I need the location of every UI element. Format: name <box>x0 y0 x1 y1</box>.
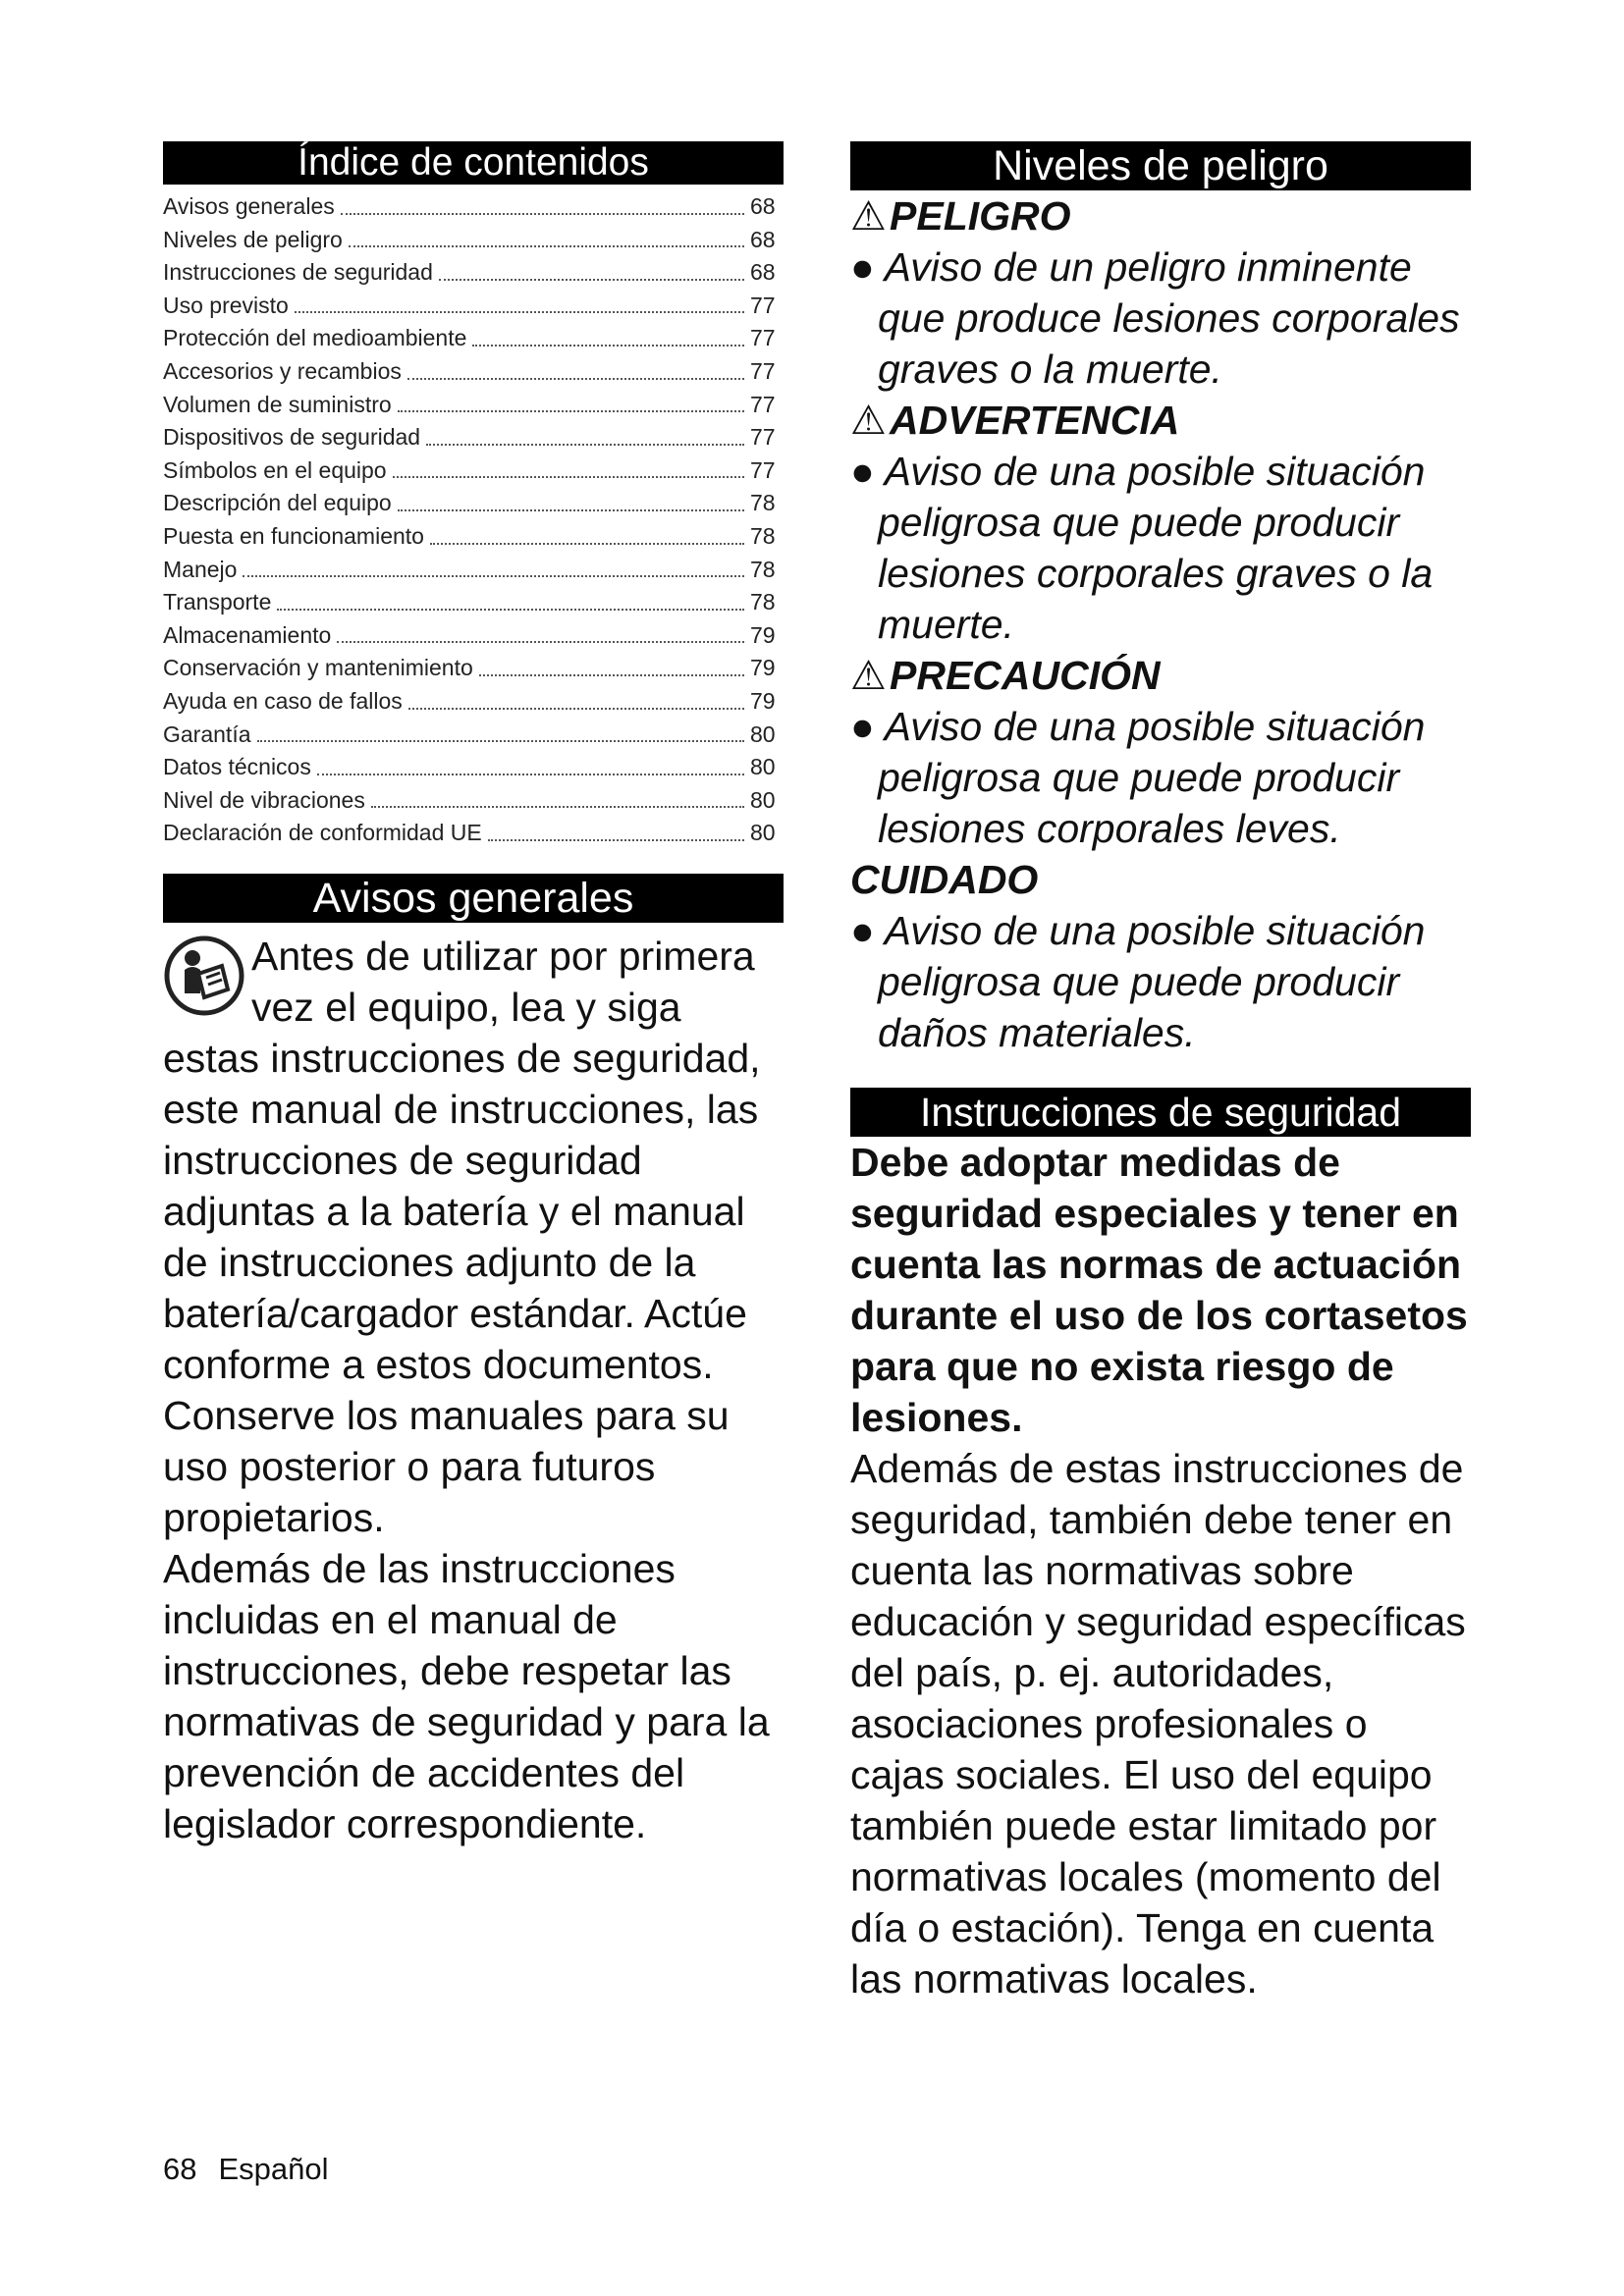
toc-entry[interactable]: Protección del medioambiente 77 <box>163 325 776 351</box>
avisos-intro-text: Antes de utilizar por primera vez el equipo, lea y siga estas instrucciones de seguridad, este manual de instrucciones, las instrucciones de seguridad adjuntas a la batería y el manual de instrucciones adjunto de la batería/cargador estándar. Actúe conforme a estos documentos. Conserve los manuales para su uso posterior o para futuros propietarios. <box>163 933 761 1540</box>
hazard-heading-precaucion: ⚠PRECAUCIÓN <box>850 650 1471 701</box>
toc-entry[interactable]: Nivel de vibraciones 80 <box>163 786 776 813</box>
right-column <box>850 141 1471 2004</box>
toc-entry[interactable]: Puesta en funcionamiento 78 <box>163 522 776 549</box>
toc-entry[interactable]: Manejo 78 <box>163 556 776 582</box>
hazard-heading-advertencia: ⚠ADVERTENCIA <box>850 395 1471 446</box>
niveles-title: Niveles de peligro <box>850 141 1471 190</box>
hazard-text-cuidado: ● Aviso de una posible situación peligrosa que puede producir daños materiales. <box>850 908 1426 1055</box>
warning-triangle-icon: ⚠ <box>850 653 887 698</box>
toc-entry[interactable]: Avisos generales 68 <box>163 193 776 219</box>
avisos-title: Avisos generales <box>163 874 784 923</box>
toc-entry[interactable]: Declaración de conformidad UE 80 <box>163 820 776 846</box>
hazard-heading-cuidado: CUIDADO <box>850 857 1039 902</box>
toc-entry[interactable]: Símbolos en el equipo 77 <box>163 456 776 483</box>
seguridad-text: Además de estas instrucciones de seguridad, también debe tener en cuenta las normativas sobre educación y seguridad específicas del país, p. ej. autoridades, asociaciones profesionales o cajas sociales. El uso del equipo también puede estar limitado por normativas locales (momento del día o estación). Tenga en cuenta las normativas locales. <box>850 1446 1466 2002</box>
hazard-heading-peligro: ⚠PELIGRO <box>850 190 1471 241</box>
toc-entry[interactable]: Ayuda en caso de fallos 79 <box>163 687 776 714</box>
toc-entry[interactable]: Datos técnicos 80 <box>163 754 776 780</box>
toc-entry[interactable]: Almacenamiento 79 <box>163 621 776 648</box>
toc-entry[interactable]: Garantía 80 <box>163 721 776 747</box>
warning-triangle-icon: ⚠ <box>850 193 887 239</box>
toc-entry[interactable]: Volumen de suministro 77 <box>163 391 776 417</box>
toc-list <box>163 190 784 850</box>
toc-title: Índice de contenidos <box>163 141 784 185</box>
page-footer <box>163 2152 351 2187</box>
hazard-text-precaucion: ● Aviso de una posible situación peligrosa que puede producir lesiones corporales leves. <box>850 704 1426 851</box>
seguridad-title: Instrucciones de seguridad <box>850 1088 1471 1137</box>
hazard-text-advertencia: ● Aviso de una posible situación peligrosa que puede producir lesiones corporales graves o la muerte. <box>850 449 1434 647</box>
toc-entry[interactable]: Conservación y mantenimiento 79 <box>163 655 776 681</box>
toc-entry[interactable]: Instrucciones de seguridad 68 <box>163 259 776 286</box>
avisos-intro-block <box>163 931 784 1543</box>
left-column <box>163 141 784 1849</box>
page-number: 68 <box>163 2152 197 2186</box>
toc-entry[interactable]: Descripción del equipo 78 <box>163 490 776 516</box>
hazard-text-peligro: ● Aviso de un peligro inminente que produce lesiones corporales graves o la muerte. <box>850 244 1460 392</box>
toc-entry[interactable]: Dispositivos de seguridad 77 <box>163 424 776 451</box>
avisos-text-2: Además de las instrucciones incluidas en el manual de instrucciones, debe respetar las normativas de seguridad y para la prevención de accidentes del legislador correspondiente. <box>163 1545 770 1846</box>
toc-entry[interactable]: Accesorios y recambios 77 <box>163 357 776 384</box>
seguridad-bold-text: Debe adoptar medidas de seguridad especiales y tener en cuenta las normas de actuación durante el uso de los cortasetos para que no exista riesgo de lesiones. <box>850 1140 1468 1440</box>
toc-entry[interactable]: Niveles de peligro 68 <box>163 226 776 252</box>
toc-entry[interactable]: Uso previsto 77 <box>163 292 776 318</box>
toc-entry[interactable]: Transporte 78 <box>163 589 776 615</box>
read-manual-icon <box>163 934 245 1017</box>
hazard-levels <box>850 190 1471 1058</box>
warning-triangle-icon: ⚠ <box>850 398 887 443</box>
footer-language: Español <box>218 2152 329 2186</box>
